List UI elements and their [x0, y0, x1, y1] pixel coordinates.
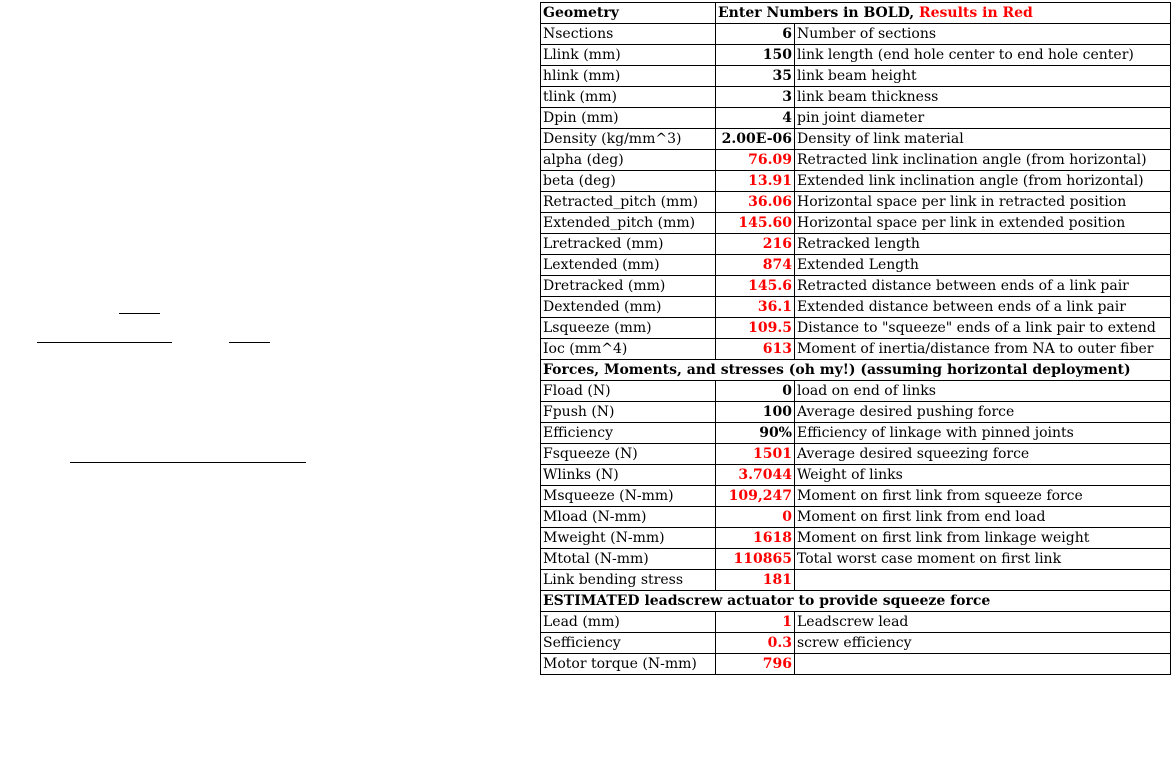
result-value-cell[interactable]: 36.1 [716, 297, 795, 318]
row-label-cell[interactable]: Msqueeze (N-mm) [541, 486, 716, 507]
table-row [541, 234, 1171, 255]
row-label-cell[interactable]: Sefficiency [541, 633, 716, 654]
table-row [541, 507, 1171, 528]
table-row [541, 339, 1171, 360]
row-label-cell[interactable]: Density (kg/mm^3) [541, 129, 716, 150]
row-description-cell[interactable]: Horizontal space per link in retracted position [795, 192, 1171, 213]
table-row [541, 45, 1171, 66]
table-row [541, 465, 1171, 486]
table-row [541, 171, 1171, 192]
input-value-cell[interactable]: 6 [716, 24, 795, 45]
result-value-cell[interactable]: 110865 [716, 549, 795, 570]
table-row [541, 66, 1171, 87]
result-value-cell[interactable]: 613 [716, 339, 795, 360]
leadscrew-heading-row [541, 591, 1171, 612]
row-label-cell[interactable]: Efficiency [541, 423, 716, 444]
row-description-cell[interactable]: Moment of inertia/distance from NA to outer fiber [795, 339, 1171, 360]
result-value-cell[interactable]: 874 [716, 255, 795, 276]
table-row [541, 612, 1171, 633]
result-value-cell[interactable]: 0.3 [716, 633, 795, 654]
result-value-cell[interactable]: 76.09 [716, 150, 795, 171]
table-row [541, 486, 1171, 507]
row-label-cell[interactable]: Dextended (mm) [541, 297, 716, 318]
result-value-cell[interactable]: 145.60 [716, 213, 795, 234]
row-label-cell[interactable]: Llink (mm) [541, 45, 716, 66]
table-row [541, 213, 1171, 234]
forces-section [541, 381, 1171, 591]
row-description-cell[interactable]: Horizontal space per link in extended position [795, 213, 1171, 234]
row-label-cell[interactable]: Link bending stress [541, 570, 716, 591]
table-row [541, 87, 1171, 108]
input-value-cell[interactable]: 0 [716, 381, 795, 402]
row-label-cell[interactable]: Motor torque (N-mm) [541, 654, 716, 675]
row-label-cell[interactable]: Nsections [541, 24, 716, 45]
table-row [541, 192, 1171, 213]
table-row [541, 276, 1171, 297]
row-description-cell[interactable]: link beam height [795, 66, 1171, 87]
row-label-cell[interactable]: Lextended (mm) [541, 255, 716, 276]
row-label-cell[interactable]: tlink (mm) [541, 87, 716, 108]
table-row [541, 381, 1171, 402]
result-value-cell[interactable]: 36.06 [716, 192, 795, 213]
forces-heading[interactable]: Forces, Moments, and stresses (oh my!) (assuming horizontal deployment) [541, 360, 1171, 381]
input-value-cell[interactable]: 90% [716, 423, 795, 444]
input-value-cell[interactable]: 3 [716, 87, 795, 108]
row-description-cell[interactable]: Moment on first link from squeeze force [795, 486, 1171, 507]
row-label-cell[interactable]: Wlinks (N) [541, 465, 716, 486]
row-label-cell[interactable]: Mtotal (N-mm) [541, 549, 716, 570]
result-value-cell[interactable]: 1 [716, 612, 795, 633]
instruction-bold: Enter Numbers in BOLD, [718, 5, 919, 21]
table-row [541, 318, 1171, 339]
table-row [541, 24, 1171, 45]
row-label-cell[interactable]: Extended_pitch (mm) [541, 213, 716, 234]
row-description-cell[interactable]: Moment on first link from end load [795, 507, 1171, 528]
instruction-red: Results in Red [918, 5, 1033, 21]
result-value-cell[interactable]: 0 [716, 507, 795, 528]
geometry-heading[interactable]: Geometry [541, 3, 716, 24]
row-label-cell[interactable]: Lsqueeze (mm) [541, 318, 716, 339]
row-description-cell[interactable]: Number of sections [795, 24, 1171, 45]
row-description-cell[interactable] [795, 654, 1171, 675]
row-description-cell[interactable]: Density of link material [795, 129, 1171, 150]
table-row [541, 129, 1171, 150]
row-description-cell[interactable]: Weight of links [795, 465, 1171, 486]
row-description-cell[interactable]: link beam thickness [795, 87, 1171, 108]
row-label-cell[interactable]: hlink (mm) [541, 66, 716, 87]
formula-bar-3 [229, 342, 270, 343]
row-description-cell[interactable]: Extended Length [795, 255, 1171, 276]
table-row [541, 654, 1171, 675]
row-description-cell[interactable]: screw efficiency [795, 633, 1171, 654]
row-description-cell[interactable]: link length (end hole center to end hole center) [795, 45, 1171, 66]
header-row [541, 3, 1171, 24]
table-row [541, 633, 1171, 654]
row-label-cell[interactable]: Mweight (N-mm) [541, 528, 716, 549]
row-description-cell[interactable]: Extended distance between ends of a link pair [795, 297, 1171, 318]
input-value-cell[interactable]: 35 [716, 66, 795, 87]
row-description-cell[interactable]: Moment on first link from linkage weight [795, 528, 1171, 549]
table-row [541, 570, 1171, 591]
result-value-cell[interactable]: 13.91 [716, 171, 795, 192]
row-description-cell[interactable]: Extended link inclination angle (from horizontal) [795, 171, 1171, 192]
table-row [541, 549, 1171, 570]
row-label-cell[interactable]: Mload (N-mm) [541, 507, 716, 528]
row-label-cell[interactable]: Fpush (N) [541, 402, 716, 423]
row-label-cell[interactable]: alpha (deg) [541, 150, 716, 171]
table-row [541, 297, 1171, 318]
row-description-cell[interactable]: Leadscrew lead [795, 612, 1171, 633]
result-value-cell[interactable]: 1501 [716, 444, 795, 465]
table-row [541, 150, 1171, 171]
spreadsheet-table [540, 2, 1171, 675]
geometry-section [541, 24, 1171, 360]
row-label-cell[interactable]: Dpin (mm) [541, 108, 716, 129]
row-description-cell[interactable]: Retracted link inclination angle (from horizontal) [795, 150, 1171, 171]
row-description-cell[interactable]: Average desired pushing force [795, 402, 1171, 423]
input-value-cell[interactable]: 4 [716, 108, 795, 129]
table-row [541, 423, 1171, 444]
row-description-cell[interactable]: Average desired squeezing force [795, 444, 1171, 465]
formula-bar-4 [70, 462, 306, 463]
row-label-cell[interactable]: Dretracked (mm) [541, 276, 716, 297]
input-value-cell[interactable]: 100 [716, 402, 795, 423]
result-value-cell[interactable]: 796 [716, 654, 795, 675]
forces-heading-row [541, 360, 1171, 381]
row-description-cell[interactable]: Retracted distance between ends of a link pair [795, 276, 1171, 297]
table-row [541, 255, 1171, 276]
row-description-cell[interactable]: Efficiency of linkage with pinned joints [795, 423, 1171, 444]
row-label-cell[interactable]: Retracted_pitch (mm) [541, 192, 716, 213]
leadscrew-heading[interactable]: ESTIMATED leadscrew actuator to provide squeeze force [541, 591, 1171, 612]
instruction-cell[interactable] [716, 3, 1171, 24]
result-value-cell[interactable]: 109.5 [716, 318, 795, 339]
row-description-cell[interactable]: pin joint diameter [795, 108, 1171, 129]
row-label-cell[interactable]: Fsqueeze (N) [541, 444, 716, 465]
result-value-cell[interactable]: 181 [716, 570, 795, 591]
input-value-cell[interactable]: 150 [716, 45, 795, 66]
result-value-cell[interactable]: 145.6 [716, 276, 795, 297]
input-value-cell[interactable]: 2.00E-06 [716, 129, 795, 150]
row-description-cell[interactable]: Distance to "squeeze" ends of a link pair to extend [795, 318, 1171, 339]
formula-bar-1 [119, 313, 160, 314]
result-value-cell[interactable]: 216 [716, 234, 795, 255]
result-value-cell[interactable]: 109,247 [716, 486, 795, 507]
row-label-cell[interactable]: Ioc (mm^4) [541, 339, 716, 360]
table-row [541, 402, 1171, 423]
row-description-cell[interactable]: load on end of links [795, 381, 1171, 402]
result-value-cell[interactable]: 3.7044 [716, 465, 795, 486]
result-value-cell[interactable]: 1618 [716, 528, 795, 549]
row-label-cell[interactable]: Lead (mm) [541, 612, 716, 633]
formula-bar-2 [37, 342, 172, 343]
table-row [541, 444, 1171, 465]
row-label-cell[interactable]: beta (deg) [541, 171, 716, 192]
table-row [541, 108, 1171, 129]
table-row [541, 528, 1171, 549]
row-description-cell[interactable] [795, 570, 1171, 591]
row-label-cell[interactable]: Fload (N) [541, 381, 716, 402]
leadscrew-section [541, 612, 1171, 675]
row-description-cell[interactable]: Total worst case moment on first link [795, 549, 1171, 570]
row-description-cell[interactable]: Retracked length [795, 234, 1171, 255]
row-label-cell[interactable]: Lretracked (mm) [541, 234, 716, 255]
